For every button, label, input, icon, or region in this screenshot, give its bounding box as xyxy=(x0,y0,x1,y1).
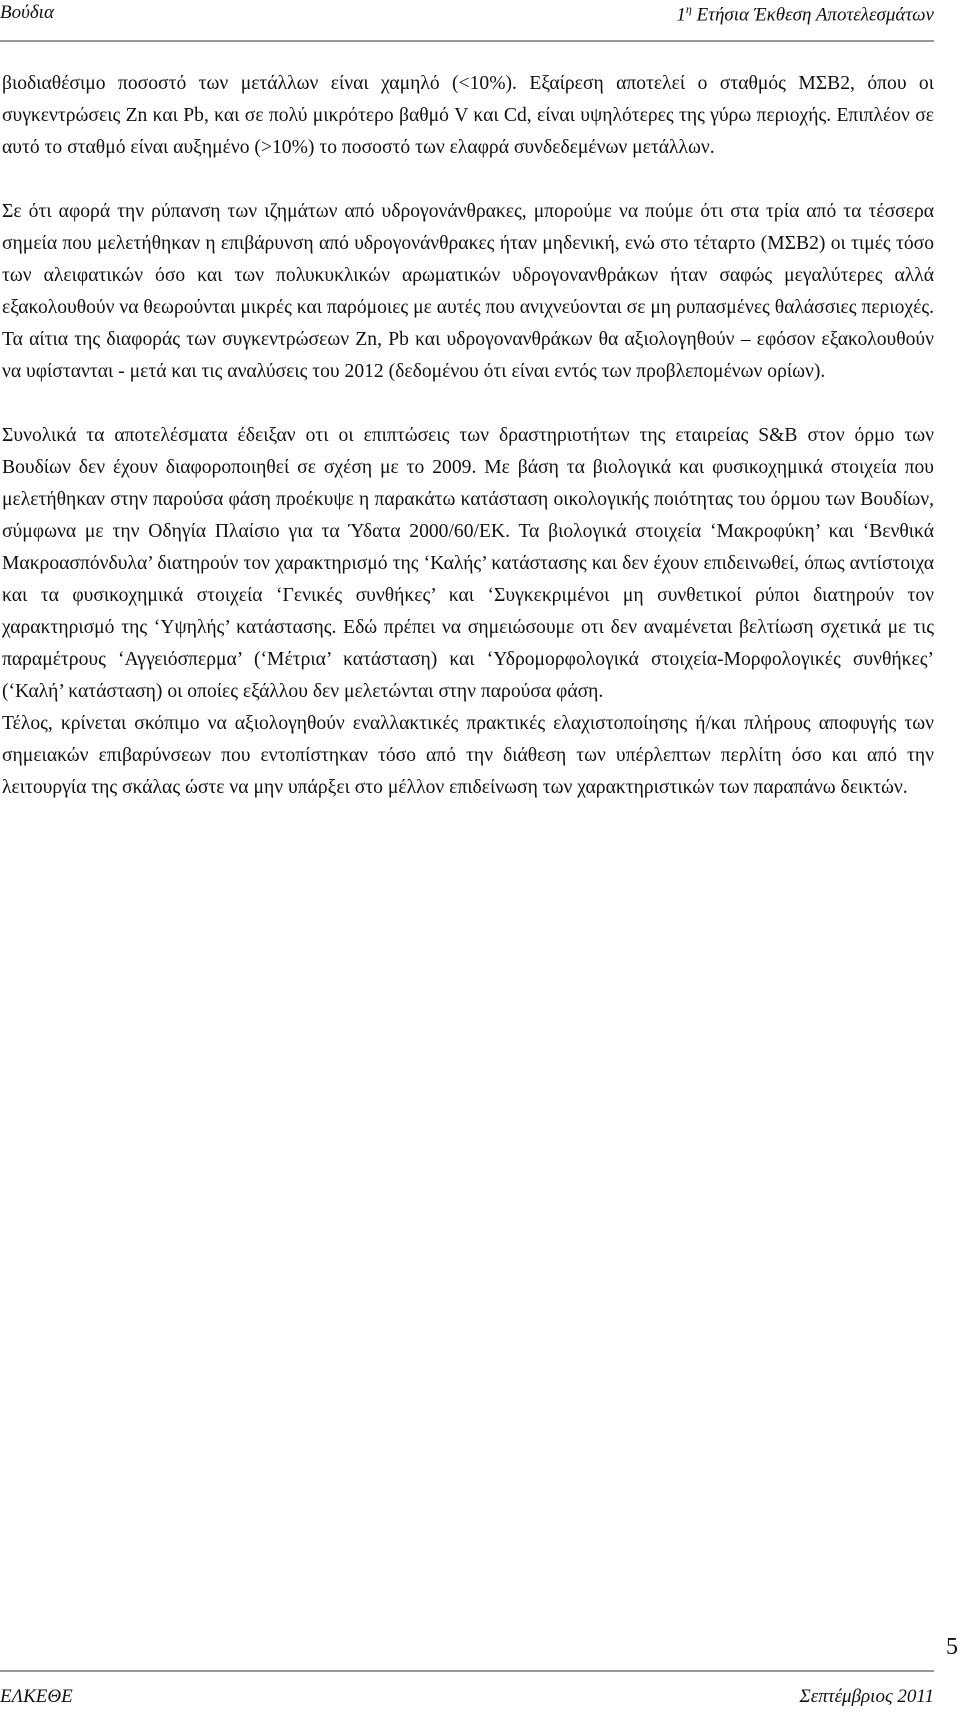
page-footer xyxy=(0,1670,934,1718)
footer-organization: ΕΛΚΕΘΕ xyxy=(0,1686,73,1707)
paragraph-hydrocarbons: Σε ότι αφορά την ρύπανση των ιζημάτων από υδρογονάνθρακες, μπορούμε να πούμε ότι στα τρία από τα τέσσερα σημεία που μελετήθηκαν η επιβάρυνση από υδρογονάνθρακες ήταν μηδενική, ενώ στο τέταρτο (ΜΣΒ2) οι τιμές τόσο των αλειφατικών όσο και των πολυκυκλικών αρωματικών υδρογονανθράκων ήταν σαφώς μεγαλύτερες αλλά εξακολουθούν να θεωρούνται μικρές και παρόμοιες με αυτές που ανιχνεύονται σε μη ρυπασμένες θαλάσσιες περιοχές. Τα αίτια της διαφοράς των συγκεντρώσεων Zn, Pb και υδρογονανθράκων θα αξιολογηθούν – εφόσον εξακολουθούν να υφίστανται - μετά και τις αναλύσεις του 2012 (δεδομένου ότι είναι εντός των προβλεπομένων ορίων). xyxy=(2,201,934,382)
header-report-number: 1 xyxy=(676,4,686,26)
page-number: 5 xyxy=(946,1634,958,1660)
page-header xyxy=(0,0,934,42)
paragraph-metals: βιοδιαθέσιμο ποσοστό των μετάλλων είναι χαμηλό (<10%). Εξαίρεση αποτελεί ο σταθμός ΜΣΒ2, όπου οι συγκεντρώσεις Zn και Pb, και σε πολύ μικρότερο βαθμό V και Cd, είναι υψηλότερες της γύρω περιοχής. Επιπλέον σε αυτό το σταθμό είναι αυξημένο (>10%) το ποσοστό των ελαφρά συνδεδεμένων μετάλλων. xyxy=(2,73,934,158)
header-ordinal-suffix: η xyxy=(685,2,692,16)
header-report-name: Ετήσια Έκθεση Αποτελεσμάτων xyxy=(691,4,934,26)
header-report-title xyxy=(676,2,934,26)
footer-date: Σεπτέμβριος 2011 xyxy=(799,1686,934,1707)
paragraph-conclusion: Τέλος, κρίνεται σκόπιμο να αξιολογηθούν εναλλακτικές πρακτικές ελαχιστοποίησης ή/και πλήρους αποφυγής των σημειακών επιβαρύνσεων που εντοπίστηκαν τόσο από την διάθεση των υπέρλεπτων περλίτη όσο και από την λειτουργία της σκάλας ώστε να μην υπάρξει στο μέλλον επιδείνωση των χαρακτηριστικών των παραπάνω δεικτών. xyxy=(2,713,934,798)
paragraph-overall-results: Συνολικά τα αποτελέσματα έδειξαν οτι οι επιπτώσεις των δραστηριοτήτων της εταιρείας S&B στον όρμο των Βουδίων δεν έχουν διαφοροποιηθεί σε σχέση με το 2009. Με βάση τα βιολογικά και φυσικοχημικά στοιχεία που μελετήθηκαν στην παρούσα φάση προέκυψε η παρακάτω κατάσταση οικολογικής ποιότητας του όρμου των Βουδίων, σύμφωνα με την Οδηγία Πλαίσιο για τα Ύδατα 2000/60/ΕΚ. Τα βιολογικά στοιχεία ‘Μακροφύκη’ και ‘Βενθικά Μακροασπόνδυλα’ διατηρούν τον χαρακτηρισμό της ‘Καλής’ κατάστασης και δεν έχουν επιδεινωθεί, όπως αντίστοιχα και τα φυσικοχημικά στοιχεία ‘Γενικές συνθήκες’ και ‘Συγκεκριμένοι μη συνθετικοί ρύποι διατηρούν τον χαρακτηρισμό της ‘Υψηλής’ κατάστασης. Εδώ πρέπει να σημειώσουμε οτι δεν αναμένεται βελτίωση σχετικά με τις παραμέτρους ‘Αγγειόσπερμα’ (‘Μέτρια’ κατάσταση) και ‘Υδρομορφολογικά στοιχεία-Μορφολογικές συνθήκες’ (‘Καλή’ κατάσταση) οι οποίες εξάλλου δεν μελετώνται στην παρούσα φάση. xyxy=(2,425,934,702)
document-body xyxy=(2,68,934,804)
header-location: Βούδια xyxy=(0,2,54,23)
